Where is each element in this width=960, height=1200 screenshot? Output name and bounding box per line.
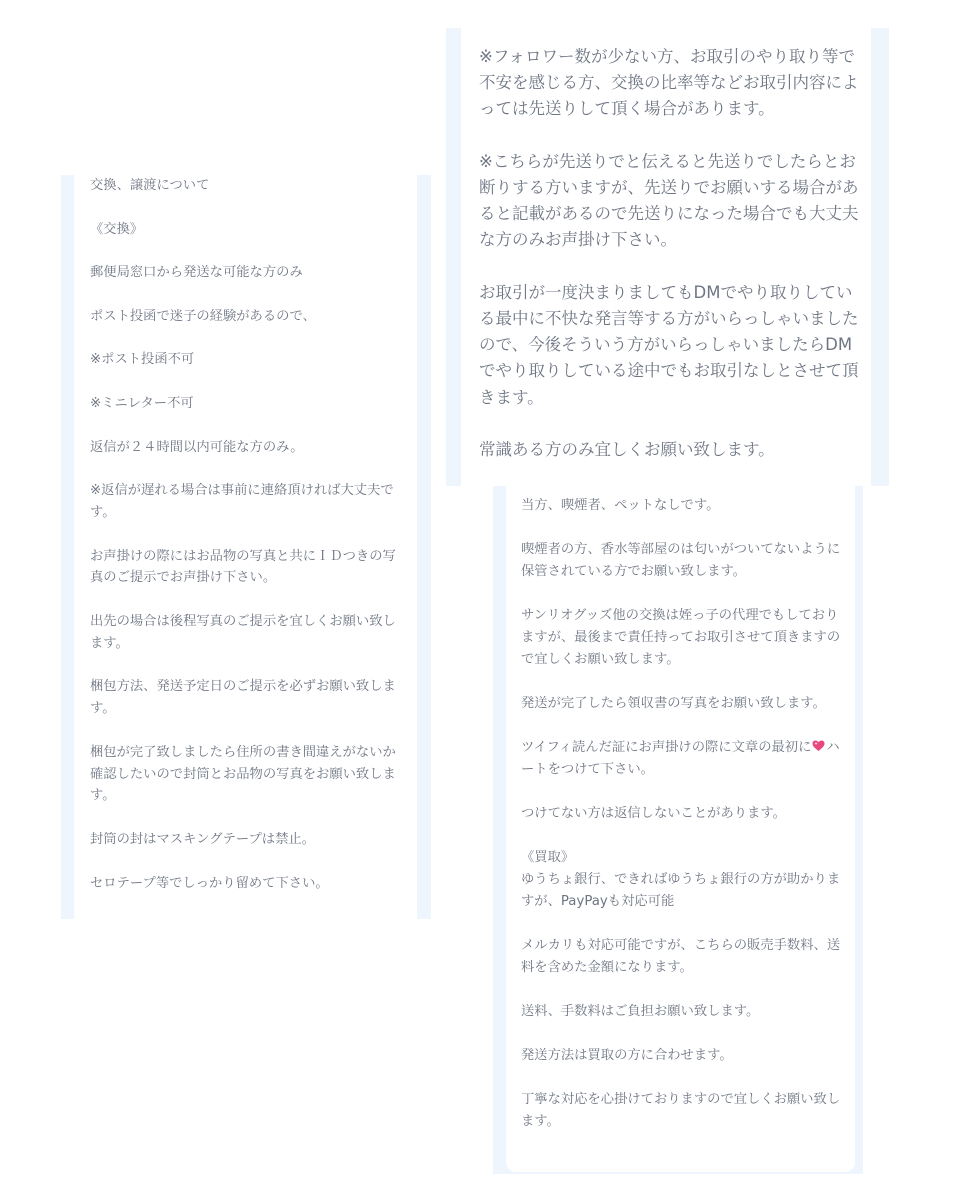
text-before-heart: 当方、喫煙者、ペットなしです。 喫煙者の方、香水等部屋のは匂いがついてないように保管されている方でお願い致します。 サンリオグッズ他の交換は姪っ子の代理でもしておりますが、最後まで責任持ってお取引させて頂きますので宜しくお願い致します。 発送が完了したら領収書の写真をお願い致します。 ツイフィ読んだ証にお声掛けの際に文章の最初に	[521, 498, 841, 755]
panel-bottom-right-text	[521, 495, 841, 1133]
text-after-heart: ハートをつけて下さい。 つけてない方は返信しないことがあります。 《買取》 ゆうちょ銀行、できればゆうちょ銀行の方が助かりますが、PayPayも対応可能 メルカリも対応可能ですが、こちらの販売手数料、送料を含めた金額になります。 送料、手数料はご負担お願い致します。 発送方法は買取の方に合わせます。 丁寧な対応を心掛けておりますので宜しくお願い致します。	[521, 740, 841, 1129]
sparkling-heart-icon	[812, 740, 825, 752]
screenshot-panel-left	[61, 175, 431, 919]
screenshot-panel-top-right	[446, 28, 889, 486]
screenshot-panel-bottom-right	[493, 486, 863, 1174]
panel-left-text: 交換、譲渡について 《交換》 郵便局窓口から発送な可能な方のみ ポスト投函で迷子の経験があるので、 ※ポスト投函不可 ※ミニレター不可 返信が２４時間以内可能な方のみ。 ※返信が遅れる場合は事前に連絡頂ければ大丈夫です。 お声掛けの際にはお品物の写真と共にＩＤつきの写真のご提示でお声掛け下さい。 出先の場合は後程写真のご提示を宜しくお願い致します。 梱包方法、発送予定日のご提示を必ずお願い致します。 梱包が完了致しましたら住所の書き間違えがないか確認したいので封筒とお品物の写真をお願い致します。 封筒の封はマスキングテープは禁止。 セロテープ等でしっかり留めて下さい。	[90, 178, 396, 891]
panel-top-right-text: ※フォロワー数が少ない方、お取引のやり取り等で不安を感じる方、交換の比率等などお取引内容によっては先送りして頂く場合があります。 ※こちらが先送りでと伝えると先送りでしたらとお断りする方いますが、先送りでお願いする場合があると記載があるので先送りになった場合でも大丈夫な方のみお声掛け下さい。 お取引が一度決まりましてもDMでやり取りしている最中に不快な発言等する方がいらっしゃいましたので、今後そういう方がいらっしゃいましたらDMでやり取りしている途中でもお取引なしとさせて頂きます。 常識ある方のみ宜しくお願い致します。	[479, 47, 859, 460]
